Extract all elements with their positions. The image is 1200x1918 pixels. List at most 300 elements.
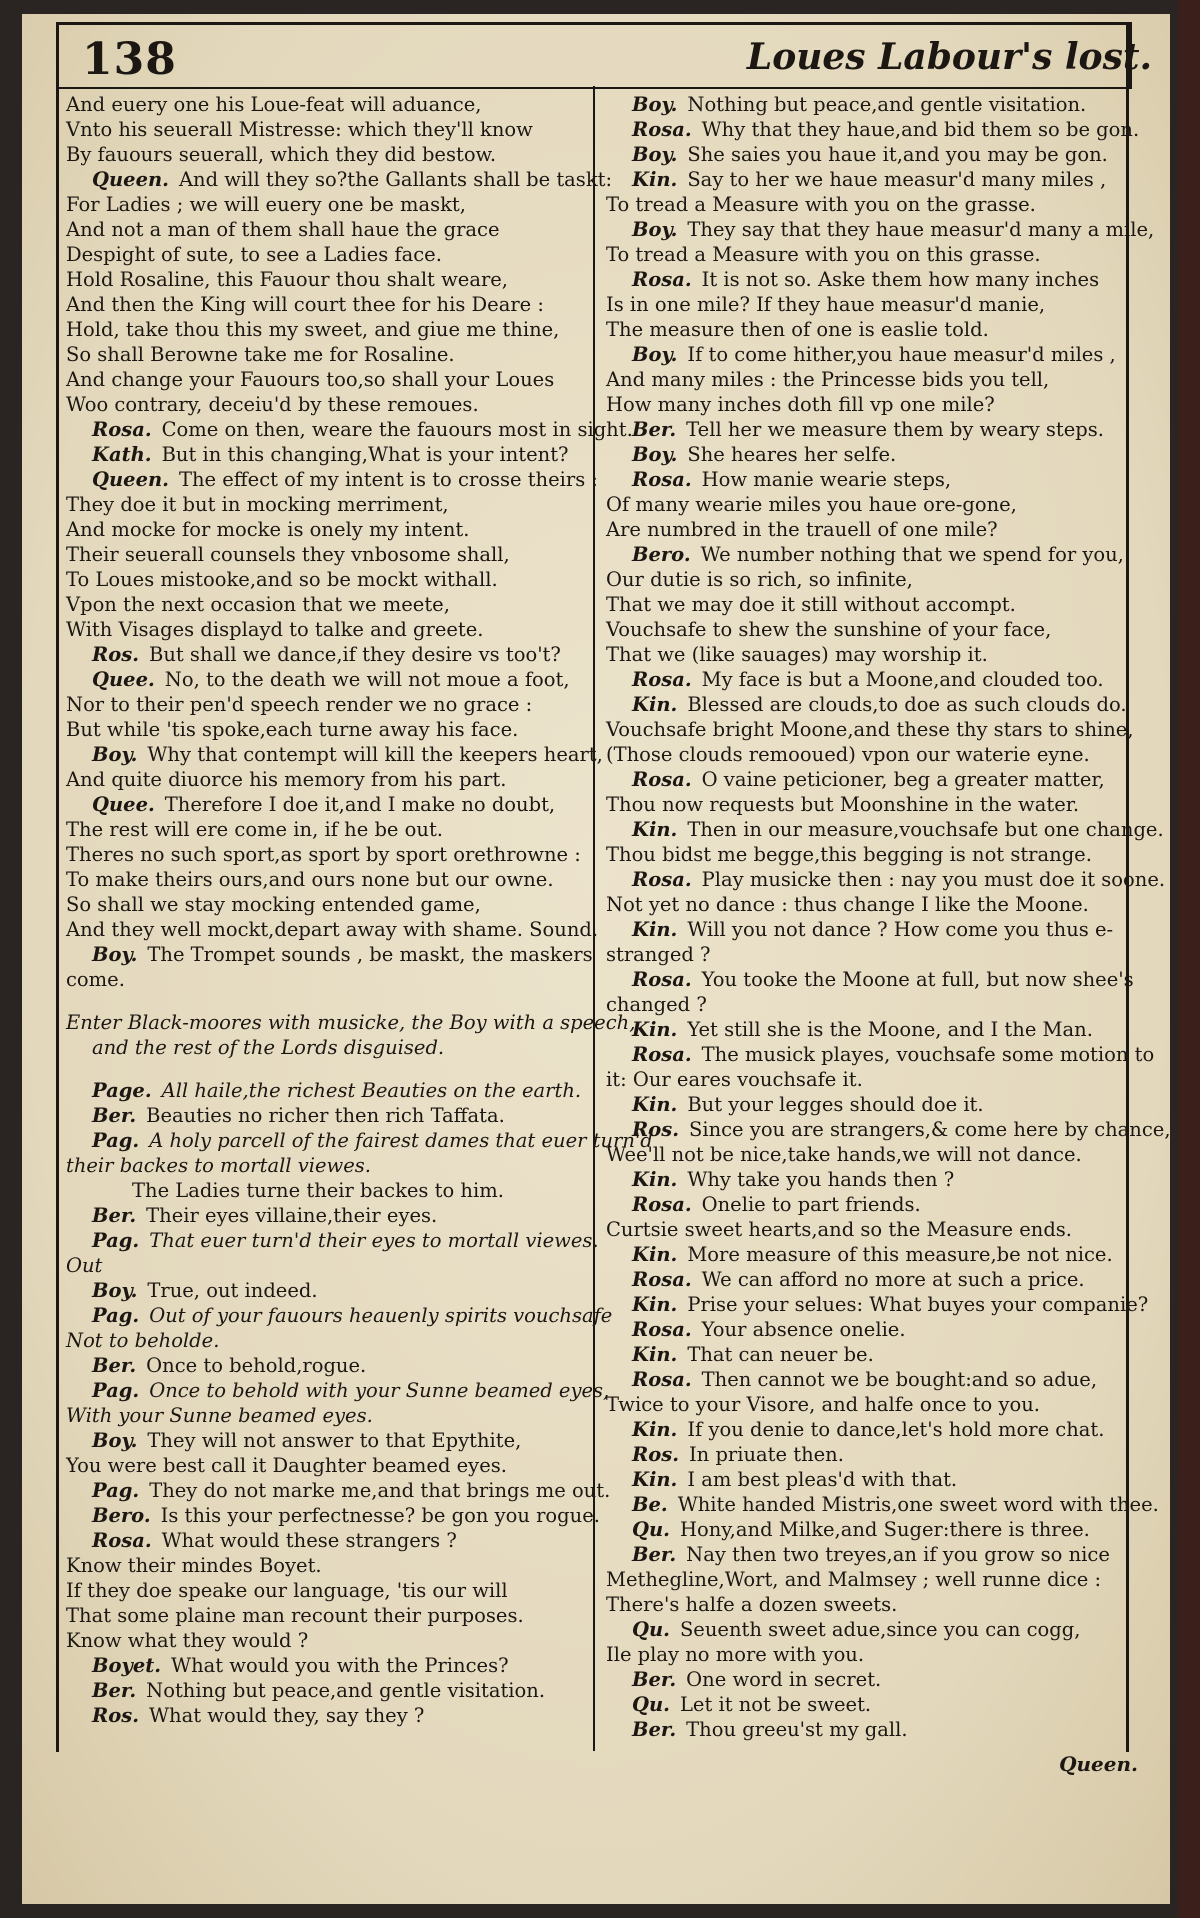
text-line [66,1353,594,1378]
speaker-prefix: Ber. [92,1354,137,1377]
line-text: That can neuer be. [687,1343,874,1366]
text-line [606,367,1126,392]
line-text: No, to the death we will not moue a foot, [164,668,570,691]
line-text: Thou now requests but Moonshine in the water. [606,793,1080,816]
frame-left-rule [56,22,59,1752]
line-text: It is not so. Aske them how many inches [701,268,1100,291]
line-text: How many inches doth fill vp one mile? [606,393,995,416]
text-line [606,1342,1126,1367]
text-line [606,1167,1126,1192]
line-text: So shall we stay mocking entended game, [66,893,481,916]
text-line [606,942,1126,967]
speaker-prefix: Ros. [632,1443,679,1466]
speaker-prefix: Ros. [92,1704,139,1727]
line-text: and the rest of the Lords disguised. [92,1036,445,1059]
line-text: Nor to their pen'd speech render we no grace : [66,693,533,716]
speaker-prefix: Be. [632,1493,668,1516]
text-line [66,517,594,542]
line-text: Know their mindes Boyet. [66,1554,322,1577]
speaker-prefix: Rosa. [632,968,692,991]
text-line [606,142,1126,167]
text-line [66,1303,613,1328]
line-text: You were best call it Daughter beamed eyes. [66,1454,507,1477]
text-line [606,842,1126,867]
text-line [606,1117,1171,1142]
line-text: Vouchsafe to shew the sunshine of your face, [606,618,1052,641]
text-line [606,1467,1126,1492]
text-line [66,1328,594,1353]
line-text: Nothing but peace,and gentle visitation. [146,1679,546,1702]
speaker-prefix: Kin. [632,693,678,716]
line-text: Play musicke then : nay you must doe it soone. [701,868,1166,891]
text-line [606,442,1126,467]
line-text: But in this changing,What is your intent? [161,443,569,466]
line-text: And change your Fauours too,so shall your Loues [66,368,555,391]
line-text: come. [66,968,125,991]
line-text: Seuenth sweet adue,since you can cogg, [679,1618,1081,1641]
text-line [66,1528,594,1553]
text-line [66,817,594,842]
text-line [606,567,1126,592]
line-text: And quite diuorce his memory from his part. [66,768,507,791]
line-text: Out of your fauours heauenly spirits vouchsafe [149,1304,613,1327]
line-text: What would you with the Princes? [171,1654,509,1677]
text-line [66,967,594,992]
text-line [606,417,1126,442]
speaker-prefix: Boy. [92,1279,138,1302]
speaker-prefix: Pag. [92,1479,140,1502]
text-line [66,567,594,592]
line-text: And will they so?the Gallants shall be taskt: [178,168,613,191]
text-line [66,1153,594,1178]
line-text: Come on then, weare the fauours most in sight. [161,418,633,441]
line-text: Why that contempt will kill the keepers heart, [147,743,603,766]
text-line [606,167,1126,192]
line-text: Thou bidst me begge,this begging is not strange. [606,843,1092,866]
speaker-prefix: Kin. [632,1168,678,1191]
line-text: With your Sunne beamed eyes. [66,1404,373,1427]
line-text: And many miles : the Princesse bids you tell, [606,368,1050,391]
line-text: their backes to mortall viewes. [66,1154,371,1177]
line-text: You tooke the Moone at full, but now shee's [701,968,1134,991]
text-line [66,292,594,317]
line-text: What would they, say they ? [148,1704,425,1727]
line-text: That some plaine man recount their purposes. [66,1604,524,1627]
speaker-prefix: Ber. [632,1718,677,1741]
line-text: My face is but a Moone,and clouded too. [701,668,1104,691]
line-text: Wee'll not be nice,take hands,we will not dance. [606,1143,1082,1166]
line-text: We number nothing that we spend for you, [700,543,1124,566]
line-text: Hold, take thou this my sweet, and giue me thine, [66,318,560,341]
text-line [606,1317,1126,1342]
text-line [606,767,1126,792]
text-line [66,617,594,642]
line-text: And then the King will court thee for his Deare : [66,293,544,316]
speaker-prefix: Boy. [632,143,678,166]
line-text: In priuate then. [688,1443,844,1466]
line-text: Theres no such sport,as sport by sport orethrowne : [66,843,581,866]
speaker-prefix: Rosa. [632,1043,692,1066]
line-text: Onelie to part friends. [701,1193,921,1216]
speaker-prefix: Ber. [92,1104,137,1127]
text-line [66,267,594,292]
text-line [606,1717,1126,1742]
text-line [606,717,1134,742]
speaker-prefix: Boy. [632,218,678,241]
text-line [66,917,599,942]
text-line [66,192,594,217]
line-text: Then cannot we be bought:and so adue, [701,1368,1098,1391]
speaker-prefix: Rosa. [632,468,692,491]
speaker-prefix: Bero. [92,1504,151,1527]
line-text: More measure of this measure,be not nice. [687,1243,1113,1266]
line-text: changed ? [606,993,707,1016]
line-text: The musick playes, vouchsafe some motion to [701,1043,1155,1066]
text-line [66,1378,610,1403]
text-line [606,292,1126,317]
text-line [606,242,1126,267]
text-line [606,1692,1126,1717]
speaker-prefix: Rosa. [632,268,692,291]
line-text: Tell her we measure them by weary steps. [686,418,1104,441]
text-line [66,167,613,192]
speaker-prefix: Qu. [632,1693,670,1716]
text-line [66,1035,594,1060]
line-text: And not a man of them shall haue the grace [66,218,500,241]
text-line [66,492,594,517]
speaker-prefix: Boy. [632,343,678,366]
left-text-column [66,92,653,1728]
line-text: Yet still she is the Moone, and I the Man. [687,1018,1093,1041]
line-text: So shall Berowne take me for Rosaline. [66,343,455,366]
text-line [606,267,1126,292]
text-line [606,392,1126,417]
line-text: Then in our measure,vouchsafe but one change. [687,818,1164,841]
line-text: White handed Mistris,one sweet word with thee. [677,1493,1159,1516]
speaker-prefix: Boy. [632,443,678,466]
text-line [66,867,594,892]
speaker-prefix: Quee. [92,668,155,691]
text-line [66,1403,594,1428]
line-text: Ile play no more with you. [606,1643,865,1666]
text-line [606,892,1126,917]
text-line [606,617,1126,642]
text-line [66,1103,594,1128]
speaker-prefix: Bero. [632,543,691,566]
line-text: But while 'tis spoke,each turne away his face. [66,718,519,741]
line-text: The Trompet sounds , be maskt, the maskers [147,943,593,966]
text-line [66,342,594,367]
text-line [66,1228,599,1253]
line-text: All haile,the richest Beauties on the earth. [161,1079,582,1102]
text-line [66,217,594,242]
text-line [606,1067,1126,1092]
speaker-prefix: Boy. [92,943,138,966]
speaker-prefix: Pag. [92,1304,140,1327]
line-text: True, out indeed. [147,1279,318,1302]
speaker-prefix: Rosa. [632,768,692,791]
line-text: That we may doe it still without accompt. [606,593,1016,616]
speaker-prefix: Queen. [92,168,169,191]
text-line [66,117,594,142]
line-text: They doe it but in mocking merriment, [66,493,449,516]
text-line [606,817,1164,842]
line-text: Say to her we haue measur'd many miles , [687,168,1107,191]
text-line [606,342,1126,367]
text-line [66,142,594,167]
text-line [66,1553,594,1578]
text-line [66,1253,594,1278]
text-line [66,1178,594,1203]
right-text-column [606,92,1171,1742]
text-line [66,317,594,342]
speaker-prefix: Ber. [632,1543,677,1566]
line-text: Hony,and Milke,and Suger:there is three. [679,1518,1090,1541]
line-text: If you denie to dance,let's hold more chat. [687,1418,1105,1441]
text-line [606,1142,1126,1167]
text-line [66,942,594,967]
line-text: Not to beholde. [66,1329,220,1352]
text-line [66,1128,653,1153]
speaker-prefix: Rosa. [632,1193,692,1216]
speaker-prefix: Ber. [632,1668,677,1691]
text-line [66,442,594,467]
line-text: The rest will ere come in, if he be out. [66,818,443,841]
line-text: But shall we dance,if they desire vs too't? [148,643,561,666]
text-line [606,1667,1126,1692]
line-text: They do not marke me,and that brings me out. [149,1479,611,1502]
text-line [606,217,1155,242]
speaker-prefix: Boy. [92,743,138,766]
text-line [606,592,1126,617]
line-text: Vpon the next occasion that we meete, [66,593,450,616]
line-text: If to come hither,you haue measur'd miles , [687,343,1116,366]
line-text: Their seuerall counsels they vnbosome shall, [66,543,510,566]
speaker-prefix: Kin. [632,168,678,191]
text-line [66,1453,594,1478]
text-line [66,1578,594,1603]
text-line [606,1417,1126,1442]
line-text: Thou greeu'st my gall. [686,1718,908,1741]
speaker-prefix: Page. [92,1079,152,1102]
text-line [66,742,603,767]
line-text: One word in secret. [686,1668,882,1691]
speaker-prefix: Rosa. [92,418,152,441]
text-line [606,917,1126,942]
line-text: By fauours seuerall, which they did bestow. [66,143,497,166]
text-line [66,1678,594,1703]
line-text: (Those clouds remooued) vpon our waterie eyne. [606,743,1090,766]
line-text: Let it not be sweet. [679,1693,872,1716]
speaker-prefix: Ber. [632,418,677,441]
speaker-prefix: Rosa. [632,1318,692,1341]
line-text: There's halfe a dozen sweets. [606,1593,898,1616]
text-line [66,242,594,267]
line-text: To tread a Measure with you on this grasse. [606,243,1041,266]
text-line [606,92,1126,117]
text-line [606,992,1126,1017]
text-line [66,542,594,567]
speaker-prefix: Rosa. [632,668,692,691]
text-line [606,1042,1155,1067]
text-line [66,1703,594,1728]
line-text: Your absence onelie. [701,1318,906,1341]
speaker-prefix: Ber. [92,1679,137,1702]
text-line [66,1203,594,1228]
text-line [66,642,594,667]
text-line [66,392,594,417]
line-text: Nothing but peace,and gentle visitation. [687,93,1087,116]
line-text: Is this your perfectnesse? be gon you rogue. [160,1504,600,1527]
line-text: Vnto his seuerall Mistresse: which they'll know [66,118,533,141]
speaker-prefix: Kin. [632,918,678,941]
text-line [66,1653,594,1678]
line-text: She saies you haue it,and you may be gon. [687,143,1108,166]
text-line [66,1628,594,1653]
text-line [606,1092,1126,1117]
speaker-prefix: Quee. [92,793,155,816]
line-text: Why that they haue,and bid them so be gon. [701,118,1140,141]
line-text: Woo contrary, deceiu'd by these remoues. [66,393,479,416]
text-line [606,542,1126,567]
text-line [606,1542,1126,1567]
speaker-prefix: Pag. [92,1379,140,1402]
book-spine-edge [1178,0,1200,1918]
line-text: With Visages displayd to talke and greete. [66,618,484,641]
speaker-prefix: Kin. [632,1418,678,1441]
line-text: Why take you hands then ? [687,1168,955,1191]
line-text: Prise your selues: What buyes your companie? [687,1293,1149,1316]
line-text: Hold Rosaline, this Fauour thou shalt weare, [66,268,509,291]
text-line [606,192,1126,217]
text-line [606,792,1126,817]
line-text: And euery one his Loue-feat will aduance, [66,93,482,116]
line-text: If they doe speake our language, 'tis our will [66,1579,508,1602]
line-text: Once to behold with your Sunne beamed eyes, [149,1379,610,1402]
speaker-prefix: Pag. [92,1129,140,1152]
line-text: We can afford no more at such a price. [701,1268,1085,1291]
text-line [606,1192,1126,1217]
text-line [66,92,594,117]
line-text: And mocke for mocke is onely my intent. [66,518,470,541]
speaker-prefix: Qu. [632,1518,670,1541]
line-text: Vouchsafe bright Moone,and these thy stars to shine, [606,718,1134,741]
line-text: Of many wearie miles you haue ore-gone, [606,493,1017,516]
text-line [606,1392,1126,1417]
line-text: Will you not dance ? How come you thus e- [687,918,1114,941]
text-line [606,492,1126,517]
line-text: To Loues mistooke,and so be mockt withall. [66,568,498,591]
speaker-prefix: Pag. [92,1229,140,1252]
catchword: Queen. [1059,1752,1138,1776]
text-line [606,1217,1126,1242]
speaker-prefix: Kin. [632,1343,678,1366]
text-line [606,867,1166,892]
text-line [606,1367,1126,1392]
text-line [606,1292,1149,1317]
line-text: The measure then of one is easlie told. [606,318,989,341]
text-line [606,1017,1126,1042]
text-line [606,642,1126,667]
text-line [66,1478,611,1503]
speaker-prefix: Kin. [632,1018,678,1041]
speaker-prefix: Ros. [92,643,139,666]
line-text: That we (like sauages) may worship it. [606,643,988,666]
line-text: She heares her selfe. [687,443,897,466]
text-line [66,1078,594,1103]
speaker-prefix: Kath. [92,443,152,466]
text-line [66,717,594,742]
line-text: Once to behold,rogue. [146,1354,367,1377]
line-text: Twice to your Visore, and halfe once to you. [606,1393,1040,1416]
text-line [66,767,594,792]
line-text: Their eyes villaine,their eyes. [146,1204,438,1227]
text-line [606,317,1126,342]
line-text: Is in one mile? If they haue measur'd manie, [606,293,1046,316]
line-text: Methegline,Wort, and Malmsey ; well runne dice : [606,1568,1102,1591]
line-text: What would these strangers ? [161,1529,457,1552]
text-line [606,742,1126,767]
line-text: Despight of sute, to see a Ladies face. [66,243,442,266]
text-line [66,792,594,817]
text-line [66,892,594,917]
line-text: To tread a Measure with you on the grasse. [606,193,1036,216]
line-text: Therefore I doe it,and I make no doubt, [164,793,556,816]
line-text: The Ladies turne their backes to him. [132,1179,504,1202]
text-line [606,467,1126,492]
speaker-prefix: Qu. [632,1618,670,1641]
speaker-prefix: Kin. [632,818,678,841]
speaker-prefix: Kin. [632,1293,678,1316]
line-text: A holy parcell of the fairest dames that euer turn'd [149,1129,653,1152]
line-text: Our dutie is so rich, so infinite, [606,568,913,591]
line-text: Curtsie sweet hearts,and so the Measure ends. [606,1218,1073,1241]
text-line [66,1010,636,1035]
speaker-prefix: Rosa. [92,1529,152,1552]
speaker-prefix: Ros. [632,1118,679,1141]
text-line [606,1642,1126,1667]
speaker-prefix: Rosa. [632,1268,692,1291]
running-title: Loues Labour's lost. [746,36,1152,78]
speaker-prefix: Rosa. [632,1368,692,1391]
line-text: Not yet no dance : thus change I like the Moone. [606,893,1089,916]
line-gap [66,992,594,1010]
speaker-prefix: Queen. [92,468,169,491]
speaker-prefix: Kin. [632,1243,678,1266]
line-text: Since you are strangers,& come here by chance, [688,1118,1171,1141]
text-line [606,692,1126,717]
line-text: They say that they haue measur'd many a mile, [687,218,1155,241]
speaker-prefix: Boy. [92,1429,138,1452]
speaker-prefix: Kin. [632,1093,678,1116]
line-text: But your legges should doe it. [687,1093,984,1116]
line-gap [66,1060,594,1078]
text-line [66,592,594,617]
text-line [606,1517,1126,1542]
text-line [66,1503,600,1528]
text-line [606,1492,1159,1517]
line-text: For Ladies ; we will euery one be maskt, [66,193,466,216]
line-text: To make theirs ours,and ours none but our owne. [66,868,554,891]
text-line [66,1603,594,1628]
speaker-prefix: Rosa. [632,118,692,141]
line-text: Enter Black-moores with musicke, the Boy with a speech, [66,1011,636,1034]
line-text: How manie wearie steps, [701,468,952,491]
text-line [606,1592,1126,1617]
text-line [66,1278,594,1303]
line-text: Blessed are clouds,to doe as such clouds do. [687,693,1127,716]
text-line [606,1442,1126,1467]
